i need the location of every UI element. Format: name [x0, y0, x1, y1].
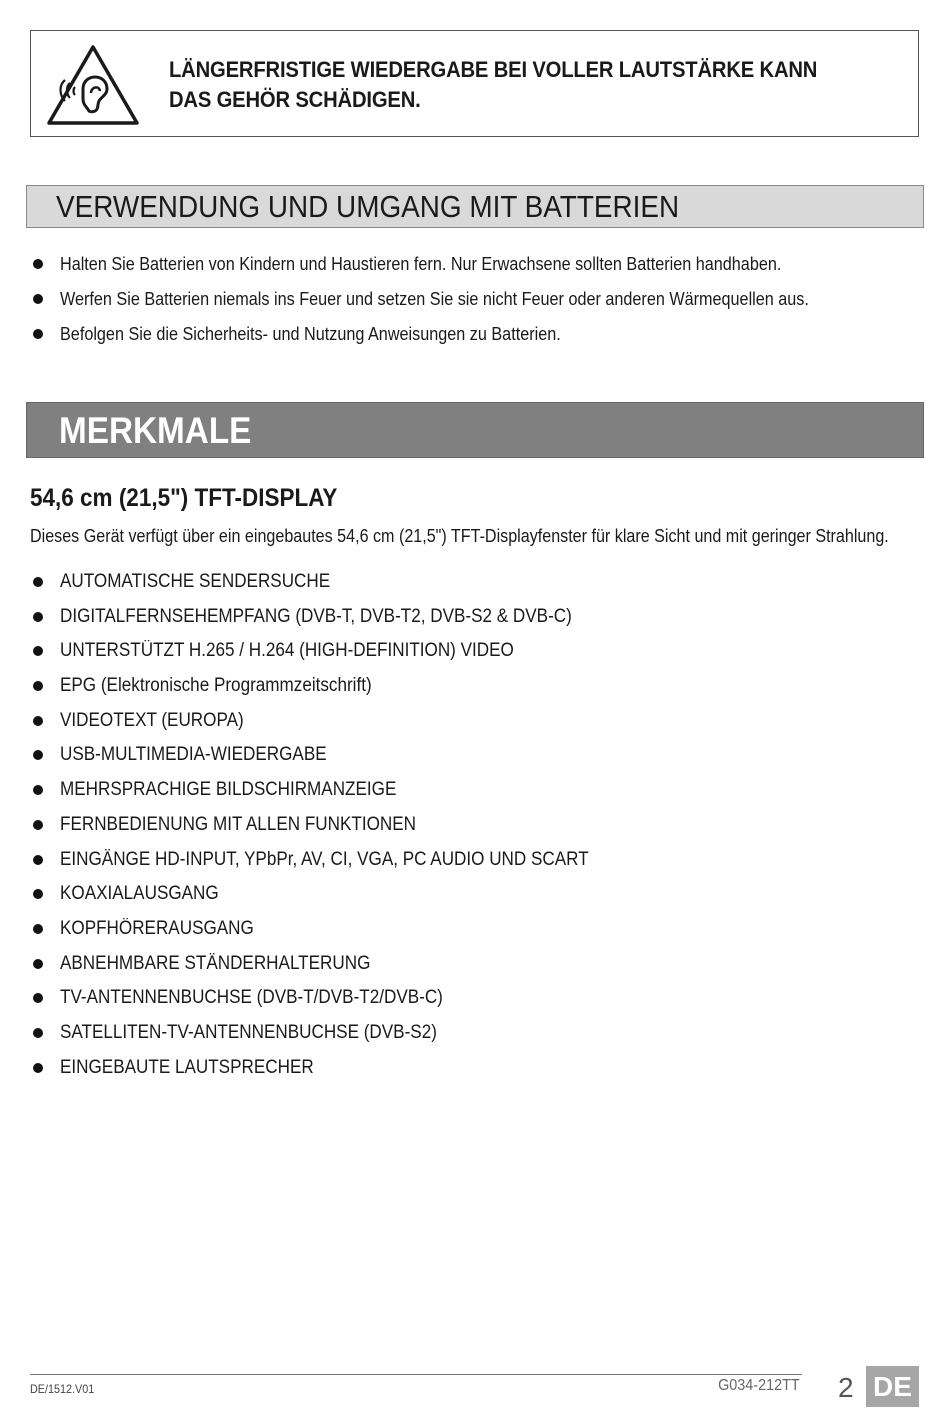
list-item: KOAXIALAUSGANG: [30, 882, 647, 917]
features-section-title: MERKMALE: [59, 410, 252, 451]
list-item: EINGEBAUTE LAUTSPRECHER: [30, 1056, 647, 1091]
battery-instructions-list: [30, 252, 892, 357]
list-item: Halten Sie Batterien von Kindern und Haustieren fern. Nur Erwachsene sollten Batterien handhaben.: [30, 252, 892, 287]
features-section-header: [26, 402, 924, 458]
hearing-warning-icon: [45, 43, 141, 127]
page-number: 2: [838, 1372, 854, 1403]
footer-model-number: G034-212TT: [718, 1377, 800, 1394]
hearing-warning-box: [30, 30, 919, 137]
footer-divider: [30, 1374, 802, 1375]
display-description: Dieses Gerät verfügt über ein eingebautes 54,6 cm (21,5") TFT-Displayfenster für klare Sicht und mit geringer Strahlung.: [30, 526, 889, 546]
list-item: Befolgen Sie die Sicherheits- und Nutzung Anweisungen zu Batterien.: [30, 322, 892, 357]
list-item: EPG (Elektronische Programmzeitschrift): [30, 674, 647, 709]
list-item: FERNBEDIENUNG MIT ALLEN FUNKTIONEN: [30, 813, 647, 848]
hearing-warning-text: LÄNGERFRISTIGE WIEDERGABE BEI VOLLER LAUTSTÄRKE KANN DAS GEHÖR SCHÄDIGEN.: [169, 57, 818, 112]
list-item: TV-ANTENNENBUCHSE (DVB-T/DVB-T2/DVB-C): [30, 986, 647, 1021]
batteries-section-title: VERWENDUNG UND UMGANG MIT BATTERIEN: [56, 189, 680, 224]
list-item: UNTERSTÜTZT H.265 / H.264 (HIGH-DEFINITION) VIDEO: [30, 639, 647, 674]
list-item: DIGITALFERNSEHEMPFANG (DVB-T, DVB-T2, DVB-S2 & DVB-C): [30, 605, 647, 640]
list-item: MEHRSPRACHIGE BILDSCHIRMANZEIGE: [30, 778, 647, 813]
footer-doc-code: DE/1512.V01: [30, 1382, 95, 1396]
list-item: VIDEOTEXT (EUROPA): [30, 709, 647, 744]
list-item: ABNEHMBARE STÄNDERHALTERUNG: [30, 952, 647, 987]
batteries-section-header: [26, 185, 924, 228]
features-list: [30, 570, 647, 1090]
list-item: SATELLITEN-TV-ANTENNENBUCHSE (DVB-S2): [30, 1021, 647, 1056]
list-item: AUTOMATISCHE SENDERSUCHE: [30, 570, 647, 605]
list-item: EINGÄNGE HD-INPUT, YPbPr, AV, CI, VGA, PC AUDIO UND SCART: [30, 848, 647, 883]
display-subheading: 54,6 cm (21,5") TFT-DISPLAY: [30, 484, 338, 512]
language-badge: DE: [866, 1366, 919, 1407]
list-item: KOPFHÖRERAUSGANG: [30, 917, 647, 952]
list-item: USB-MULTIMEDIA-WIEDERGABE: [30, 743, 647, 778]
list-item: Werfen Sie Batterien niemals ins Feuer und setzen Sie sie nicht Feuer oder anderen Wärmequellen aus.: [30, 287, 892, 322]
